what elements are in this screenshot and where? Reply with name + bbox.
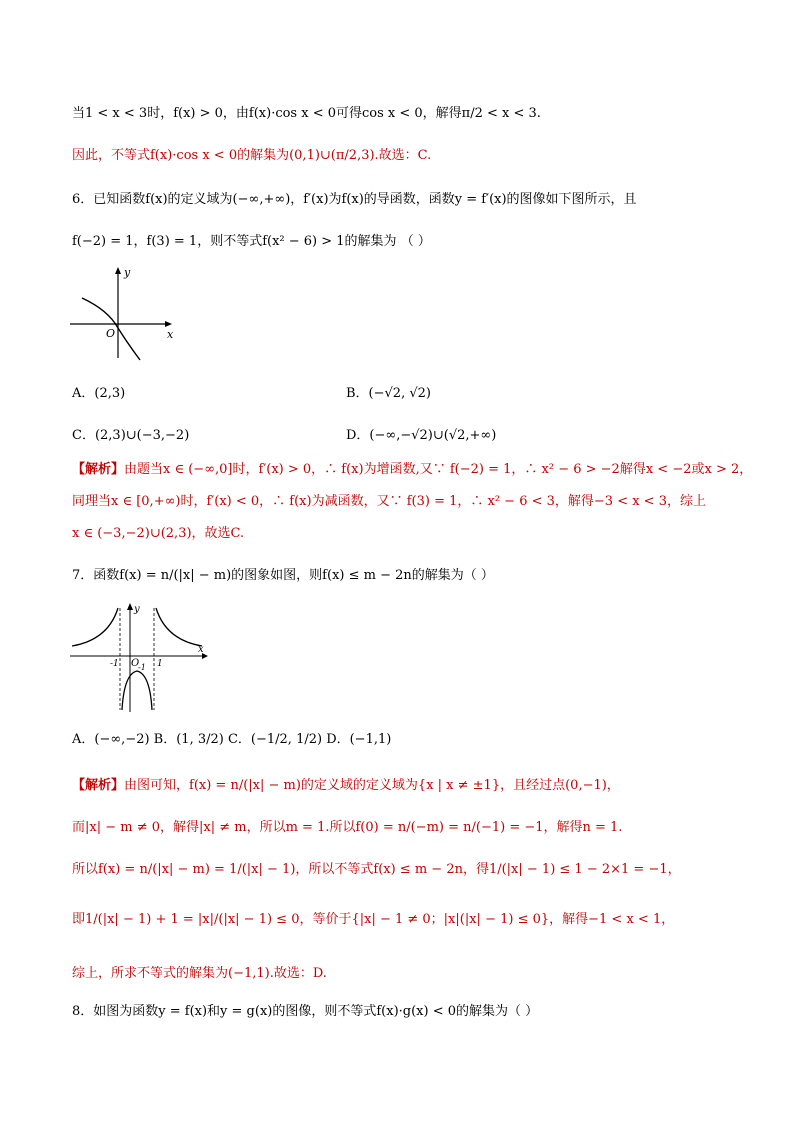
q7-function-graph [68, 600, 210, 714]
solution-conclusion: 因此，不等式f(x)·cos x < 0的解集为(0,1)∪(π/2,3).故选：C. [72, 148, 432, 163]
graph2-tick-y: -1 [138, 663, 146, 672]
q7-options: A．(−∞,−2) B．(1, 3/2) C．(−1/2, 1/2) D．(−1,1) [72, 732, 392, 747]
question-6-stem-2: f(−2) = 1，f(3) = 1，则不等式f(x² − 6) > 1的解集为 （ ） [72, 234, 431, 249]
solution-line-1: 当1 < x < 3时，f(x) > 0，由f(x)·cos x < 0可得cos x < 0，解得π/2 < x < 3. [72, 106, 541, 121]
question-8-stem: 8．如图为函数y = f(x)和y = g(x)的图像，则不等式f(x)·g(x) < 0的解集为（ ） [72, 1004, 539, 1019]
graph2-y-label: y [134, 604, 140, 615]
q7-analysis-4: 即1/(|x| − 1) + 1 = |x|/(|x| − 1) ≤ 0，等价于{|x| − 1 ≠ 0；|x|(|x| − 1) ≤ 0}，解得−1 < x < 1， [72, 912, 675, 927]
graph1-origin-label: O [106, 327, 116, 340]
graph2-x-label: x [198, 644, 204, 655]
q7-analysis-2: 而|x| − m ≠ 0，解得|x| ≠ m，所以m = 1.所以f(0) = n/(−m) = n/(−1) = −1，解得n = 1. [72, 820, 623, 835]
q6-analysis-text-1: 由题当x ∈ (−∞,0]时，f′(x) > 0，∴ f(x)为增函数,又∵ f(−2) = 1，∴ x² − 6 > −2解得x < −2或x > 2， [124, 462, 753, 477]
question-7-stem: 7．函数f(x) = n/(|x| − m)的图象如图，则f(x) ≤ m − 2n的解集为（ ） [72, 568, 494, 583]
q6-derivative-graph [68, 262, 178, 362]
graph2-origin-label: O [131, 658, 140, 669]
analysis-tag: 【解析】 [72, 778, 125, 793]
q7-analysis-1 [72, 776, 620, 796]
graph2-tick-pos1: 1 [157, 659, 163, 669]
graph1-y-label: y [124, 266, 131, 279]
q7-analysis-5: 综上，所求不等式的解集为(−1,1).故选：D. [72, 966, 327, 981]
analysis-tag: 【解析】 [72, 462, 125, 477]
q6-analysis-2: 同理当x ∈ [0,+∞)时，f′(x) < 0，∴ f(x)为减函数，又∵ f(3) = 1，∴ x² − 6 < 3，解得−3 < x < 3，综上 [72, 494, 706, 509]
q6-analysis-1 [72, 460, 752, 480]
q7-analysis-text-1: 由图可知，f(x) = n/(|x| − m)的定义域的定义域为{x | x ≠ ±1}，且经过点(0,−1)， [124, 778, 620, 793]
graph2-tick-neg1: -1 [110, 659, 119, 669]
q6-option-a: A．(2,3) [72, 386, 126, 401]
q6-analysis-3: x ∈ (−3,−2)∪(2,3)，故选C. [72, 526, 245, 541]
q7-analysis-3: 所以f(x) = n/(|x| − m) = 1/(|x| − 1)，所以不等式f(x) ≤ m − 2n，得1/(|x| − 1) ≤ 1 − 2×1 = −1， [72, 862, 681, 877]
q6-option-b: B．(−√2, √2) [346, 386, 431, 401]
q6-option-c: C．(2,3)∪(−3,−2) [72, 428, 190, 443]
graph1-x-label: x [167, 328, 174, 341]
q6-option-d: D．(−∞,−√2)∪(√2,+∞) [346, 428, 497, 443]
question-6-stem: 6．已知函数f(x)的定义域为(−∞,+∞)，f′(x)为f(x)的导函数，函数y = f′(x)的图像如下图所示，且 [72, 192, 637, 207]
